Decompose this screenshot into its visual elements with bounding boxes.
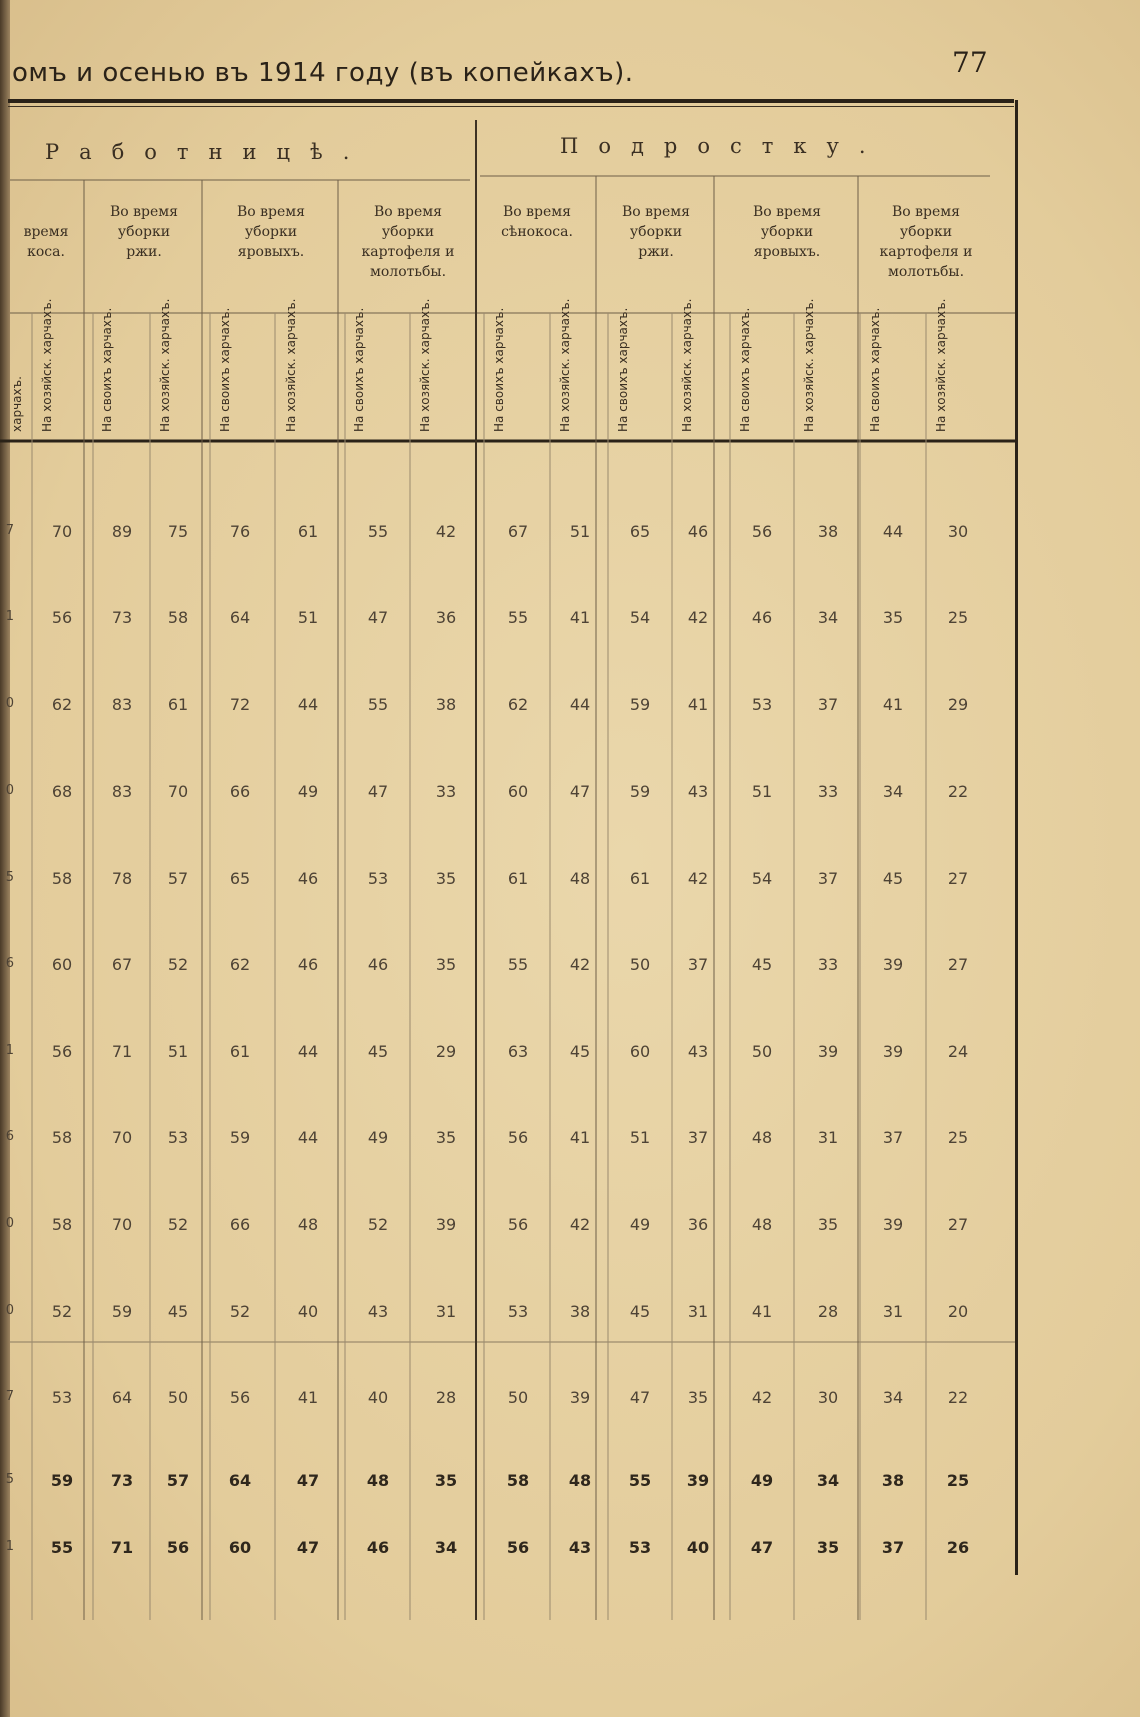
page-number: 77 — [952, 46, 988, 79]
table-cell: 42 — [687, 869, 709, 888]
table-cell: 62 — [229, 955, 251, 974]
table-cell: 37 — [817, 869, 839, 888]
table-cell: 31 — [687, 1302, 709, 1321]
column-subheader: На хозяйск. харчахъ. — [158, 298, 172, 432]
table-cell: 53 — [51, 1388, 73, 1407]
table-cell: 39 — [817, 1042, 839, 1061]
table-cell: 46 — [297, 955, 319, 974]
table-cell: 41 — [569, 608, 591, 627]
cut-off-cell: 6 — [5, 1129, 14, 1144]
table-cell: 47 — [367, 782, 389, 801]
table-cell: 41 — [882, 695, 904, 714]
table-cell: 25 — [947, 608, 969, 627]
group-title-adolescent: Подростку. — [560, 134, 886, 158]
table-cell: 54 — [751, 869, 773, 888]
column-subheader: На своихъ харчахъ. — [616, 307, 630, 432]
table-cell: 59 — [629, 782, 651, 801]
table-cell: 61 — [507, 869, 529, 888]
table-cell: 53 — [628, 1538, 652, 1557]
column-subheader: На хозяйск. харчахъ. — [680, 298, 694, 432]
period-header-5: Во время уборки ржи. — [621, 204, 691, 260]
cut-off-cell: 0 — [5, 1216, 14, 1231]
table-cell: 50 — [751, 1042, 773, 1061]
table-cell: 60 — [507, 782, 529, 801]
table-cell: 64 — [111, 1388, 133, 1407]
table-cell: 45 — [751, 955, 773, 974]
table-cell: 56 — [751, 522, 773, 541]
period-header-0: время коса. — [23, 224, 69, 260]
table-cell: 42 — [569, 1215, 591, 1234]
column-subheader: На своихъ харчахъ. — [492, 307, 506, 432]
table-cell: 70 — [167, 782, 189, 801]
table-cell: 45 — [367, 1042, 389, 1061]
table-cell: 37 — [881, 1538, 905, 1557]
cut-off-cell: 0 — [5, 1303, 14, 1318]
table-cell: 83 — [111, 695, 133, 714]
table-cell: 64 — [229, 608, 251, 627]
table-cell: 48 — [366, 1471, 390, 1490]
period-header-1: Во время уборки ржи. — [109, 204, 179, 260]
table-cell: 56 — [51, 608, 73, 627]
table-cell: 56 — [507, 1215, 529, 1234]
cut-off-cell: 1 — [5, 1539, 14, 1554]
table-cell: 55 — [50, 1538, 74, 1557]
table-cell: 73 — [111, 608, 133, 627]
table-cell: 20 — [947, 1302, 969, 1321]
cut-off-cell: 0 — [5, 783, 14, 798]
running-title: омъ и осенью въ 1914 году (въ копейкахъ). — [12, 58, 634, 88]
table-cell: 41 — [297, 1388, 319, 1407]
table-cell: 27 — [947, 955, 969, 974]
table-cell: 34 — [882, 1388, 904, 1407]
table-cell: 89 — [111, 522, 133, 541]
column-subheader: харчахъ. — [10, 376, 24, 432]
column-subheader: На хозяйск. харчахъ. — [802, 298, 816, 432]
table-cell: 39 — [882, 1042, 904, 1061]
cut-off-cell: 7 — [5, 523, 14, 538]
table-cell: 65 — [229, 869, 251, 888]
cut-off-cell: 5 — [5, 1472, 14, 1487]
table-cell: 47 — [367, 608, 389, 627]
table-cell: 53 — [367, 869, 389, 888]
table-cell: 46 — [366, 1538, 390, 1557]
table-cell: 71 — [111, 1042, 133, 1061]
table-cell: 35 — [435, 1128, 457, 1147]
table-cell: 48 — [568, 1471, 592, 1490]
period-header-3: Во время уборки картофеля и молотьбы. — [361, 204, 455, 280]
table-cell: 39 — [686, 1471, 710, 1490]
table-cell: 44 — [569, 695, 591, 714]
table-cell: 57 — [166, 1471, 190, 1490]
table-cell: 39 — [569, 1388, 591, 1407]
table-cell: 78 — [111, 869, 133, 888]
table-cell: 61 — [297, 522, 319, 541]
table-cell: 36 — [687, 1215, 709, 1234]
table-cell: 35 — [435, 955, 457, 974]
table-cell: 38 — [817, 522, 839, 541]
table-cell: 63 — [507, 1042, 529, 1061]
table-cell: 47 — [569, 782, 591, 801]
table-cell: 37 — [687, 955, 709, 974]
table-cell: 35 — [882, 608, 904, 627]
table-cell: 62 — [507, 695, 529, 714]
table-cell: 60 — [629, 1042, 651, 1061]
table-cell: 49 — [297, 782, 319, 801]
table-cell: 30 — [817, 1388, 839, 1407]
table-cell: 53 — [507, 1302, 529, 1321]
table-cell: 41 — [751, 1302, 773, 1321]
table-cell: 45 — [569, 1042, 591, 1061]
table-cell: 71 — [110, 1538, 134, 1557]
period-header-7: Во время уборки картофеля и молотьбы. — [879, 204, 973, 280]
table-cell: 52 — [51, 1302, 73, 1321]
table-cell: 54 — [629, 608, 651, 627]
table-cell: 31 — [817, 1128, 839, 1147]
table-cell: 35 — [434, 1471, 458, 1490]
table-cell: 51 — [751, 782, 773, 801]
table-cell: 43 — [367, 1302, 389, 1321]
column-subheader: На хозяйск. харчахъ. — [40, 298, 54, 432]
table-cell: 48 — [751, 1215, 773, 1234]
table-cell: 44 — [297, 1042, 319, 1061]
table-cell: 45 — [882, 869, 904, 888]
table-cell: 59 — [50, 1471, 74, 1490]
table-cell: 67 — [111, 955, 133, 974]
cut-off-cell: 1 — [5, 1043, 14, 1058]
table-cell: 25 — [947, 1128, 969, 1147]
table-cell: 34 — [882, 782, 904, 801]
group-title-workwoman: Работницѣ. — [45, 140, 370, 164]
table-cell: 66 — [229, 782, 251, 801]
table-cell: 56 — [507, 1128, 529, 1147]
table-cell: 44 — [297, 1128, 319, 1147]
table-cell: 76 — [229, 522, 251, 541]
table-cell: 49 — [367, 1128, 389, 1147]
table-cell: 28 — [817, 1302, 839, 1321]
table-cell: 29 — [947, 695, 969, 714]
table-cell: 34 — [817, 608, 839, 627]
table-cell: 61 — [229, 1042, 251, 1061]
table-cell: 47 — [629, 1388, 651, 1407]
table-cell: 59 — [629, 695, 651, 714]
table-cell: 39 — [435, 1215, 457, 1234]
table-cell: 40 — [297, 1302, 319, 1321]
table-cell: 50 — [507, 1388, 529, 1407]
table-cell: 35 — [816, 1538, 840, 1557]
cut-off-cell: 0 — [5, 696, 14, 711]
table-cell: 50 — [629, 955, 651, 974]
table-cell: 33 — [817, 955, 839, 974]
column-subheader: На своихъ харчахъ. — [218, 307, 232, 432]
period-header-4: Во время сѣнокоса. — [501, 204, 573, 240]
table-cell: 60 — [51, 955, 73, 974]
column-subheader: На своихъ харчахъ. — [738, 307, 752, 432]
table-cell: 52 — [229, 1302, 251, 1321]
table-cell: 48 — [297, 1215, 319, 1234]
table-cell: 42 — [751, 1388, 773, 1407]
table-cell: 37 — [882, 1128, 904, 1147]
table-cell: 36 — [435, 608, 457, 627]
cut-off-cell: 6 — [5, 956, 14, 971]
cut-off-cell: 1 — [5, 609, 14, 624]
table-cell: 59 — [229, 1128, 251, 1147]
table-cell: 45 — [629, 1302, 651, 1321]
table-cell: 43 — [687, 1042, 709, 1061]
table-cell: 31 — [435, 1302, 457, 1321]
cut-off-cell: 7 — [5, 1389, 14, 1404]
table-cell: 75 — [167, 522, 189, 541]
column-subheader: На хозяйск. харчахъ. — [934, 298, 948, 432]
column-subheader: На своихъ харчахъ. — [100, 307, 114, 432]
table-cell: 58 — [167, 608, 189, 627]
cut-off-cell: 5 — [5, 870, 14, 885]
table-cell: 41 — [569, 1128, 591, 1147]
table-cell: 37 — [817, 695, 839, 714]
table-cell: 51 — [167, 1042, 189, 1061]
column-subheader: На хозяйск. харчахъ. — [284, 298, 298, 432]
table-cell: 56 — [51, 1042, 73, 1061]
table-cell: 70 — [111, 1215, 133, 1234]
table-cell: 70 — [51, 522, 73, 541]
table-cell: 35 — [435, 869, 457, 888]
table-cell: 70 — [111, 1128, 133, 1147]
table-cell: 49 — [750, 1471, 774, 1490]
table-cell: 47 — [750, 1538, 774, 1557]
table-cell: 53 — [167, 1128, 189, 1147]
table-cell: 46 — [751, 608, 773, 627]
table-cell: 34 — [434, 1538, 458, 1557]
table-cell: 73 — [110, 1471, 134, 1490]
table-cell: 24 — [947, 1042, 969, 1061]
table-cell: 37 — [687, 1128, 709, 1147]
table-cell: 72 — [229, 695, 251, 714]
table-cell: 34 — [816, 1471, 840, 1490]
table-cell: 55 — [367, 695, 389, 714]
period-header-2: Во время уборки яровыхъ. — [236, 204, 306, 260]
table-cell: 39 — [882, 1215, 904, 1234]
column-subheader: На хозяйск. харчахъ. — [558, 298, 572, 432]
table-cell: 27 — [947, 1215, 969, 1234]
table-cell: 33 — [817, 782, 839, 801]
table-cell: 55 — [367, 522, 389, 541]
table-cell: 41 — [687, 695, 709, 714]
table-cell: 55 — [507, 955, 529, 974]
table-cell: 30 — [947, 522, 969, 541]
table-cell: 46 — [687, 522, 709, 541]
table-cell: 46 — [367, 955, 389, 974]
table-cell: 46 — [297, 869, 319, 888]
table-cell: 35 — [687, 1388, 709, 1407]
table-cell: 38 — [881, 1471, 905, 1490]
table-cell: 56 — [166, 1538, 190, 1557]
table-cell: 44 — [297, 695, 319, 714]
table-cell: 68 — [51, 782, 73, 801]
table-cell: 40 — [686, 1538, 710, 1557]
table-cell: 45 — [167, 1302, 189, 1321]
table-cell: 43 — [687, 782, 709, 801]
table-cell: 51 — [297, 608, 319, 627]
column-subheader: На своихъ харчахъ. — [868, 307, 882, 432]
table-cell: 52 — [367, 1215, 389, 1234]
table-cell: 58 — [51, 869, 73, 888]
table-cell: 42 — [435, 522, 457, 541]
table-cell: 51 — [569, 522, 591, 541]
table-cell: 60 — [228, 1538, 252, 1557]
table-cell: 42 — [687, 608, 709, 627]
table-cell: 53 — [751, 695, 773, 714]
table-cell: 62 — [51, 695, 73, 714]
column-subheader: На хозяйск. харчахъ. — [418, 298, 432, 432]
table-cell: 52 — [167, 1215, 189, 1234]
table-cell: 56 — [229, 1388, 251, 1407]
table-cell: 49 — [629, 1215, 651, 1234]
table-cell: 33 — [435, 782, 457, 801]
table-cell: 59 — [111, 1302, 133, 1321]
table-cell: 48 — [751, 1128, 773, 1147]
table-cell: 44 — [882, 522, 904, 541]
table-cell: 38 — [435, 695, 457, 714]
table-cell: 43 — [568, 1538, 592, 1557]
table-cell: 64 — [228, 1471, 252, 1490]
table-cell: 38 — [569, 1302, 591, 1321]
table-cell: 29 — [435, 1042, 457, 1061]
table-cell: 40 — [367, 1388, 389, 1407]
table-cell: 58 — [506, 1471, 530, 1490]
table-cell: 83 — [111, 782, 133, 801]
table-cell: 52 — [167, 955, 189, 974]
table-cell: 56 — [506, 1538, 530, 1557]
table-cell: 67 — [507, 522, 529, 541]
table-cell: 61 — [629, 869, 651, 888]
table-cell: 65 — [629, 522, 651, 541]
table-cell: 39 — [882, 955, 904, 974]
table-cell: 26 — [946, 1538, 970, 1557]
table-cell: 55 — [507, 608, 529, 627]
table-cell: 57 — [167, 869, 189, 888]
column-subheader: На своихъ харчахъ. — [352, 307, 366, 432]
table-cell: 28 — [435, 1388, 457, 1407]
table-cell: 48 — [569, 869, 591, 888]
table-cell: 22 — [947, 1388, 969, 1407]
table-cell: 51 — [629, 1128, 651, 1147]
table-cell: 66 — [229, 1215, 251, 1234]
table-cell: 27 — [947, 869, 969, 888]
table-cell: 61 — [167, 695, 189, 714]
table-cell: 22 — [947, 782, 969, 801]
table-cell: 55 — [628, 1471, 652, 1490]
table-cell: 47 — [296, 1471, 320, 1490]
table-cell: 58 — [51, 1215, 73, 1234]
table-cell: 31 — [882, 1302, 904, 1321]
table-cell: 47 — [296, 1538, 320, 1557]
table-cell: 35 — [817, 1215, 839, 1234]
table-cell: 50 — [167, 1388, 189, 1407]
table-cell: 58 — [51, 1128, 73, 1147]
period-header-6: Во время уборки яровыхъ. — [752, 204, 822, 260]
table-cell: 42 — [569, 955, 591, 974]
table-cell: 25 — [946, 1471, 970, 1490]
